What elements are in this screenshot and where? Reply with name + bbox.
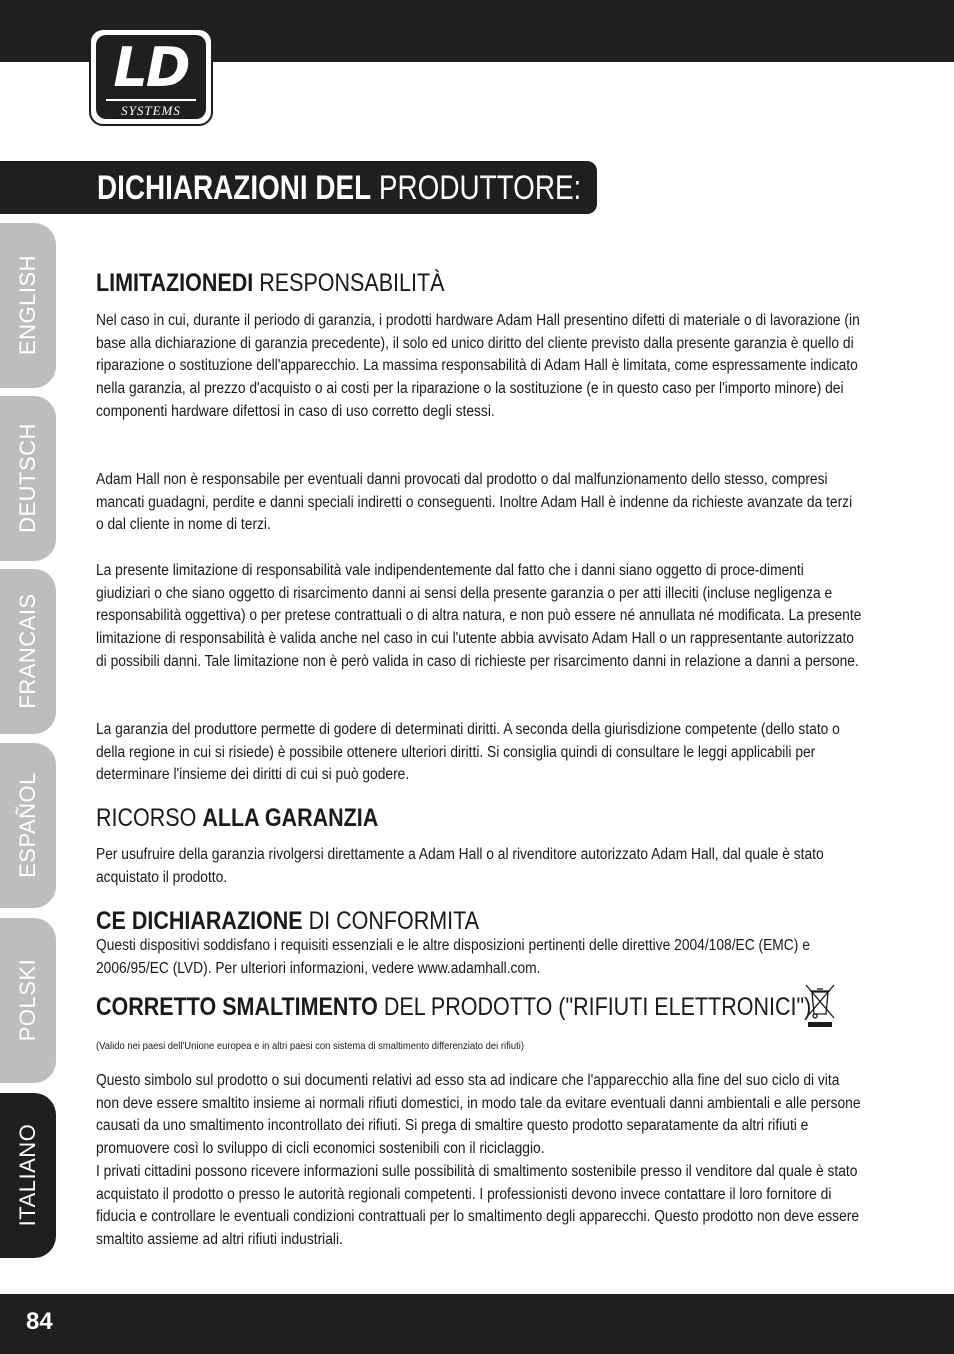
- page-title-rest: PRODUTTORE:: [378, 169, 582, 207]
- paragraph: La garanzia del produttore permette di godere di determinati diritti. A seconda della giurisdizione competente (dello stato o della regione in cui si risiede) è possibile ottenere ulteriori diritti. Si consiglia quindi di consultare le leggi applicabili per determinare l'insieme dei diritti di cui si può godere.: [96, 721, 840, 784]
- logo-brand-text: LD: [113, 36, 189, 99]
- paragraph: Questi dispositivi soddisfano i requisiti essenziali e le altre disposizioni pertinenti delle direttive 2004/108/EC (EMC) e 2006/95/EC (LVD). Per ulteriori informazioni, vedere www.adamhall.com.: [96, 937, 810, 977]
- lang-tab-label: POLSKI: [15, 958, 40, 1042]
- paragraph: Adam Hall non è responsabile per eventuali danni provocati dal prodotto o dal malfunzionamento dello stesso, compresi mancati guadagni, perdite e danni speciali indiretti o conseguenti. Inoltre Adam Hall è indenne da richieste avanzate da terzi o dal cliente in nome di terzi.: [96, 471, 853, 534]
- lang-tab-label: DEUTSCH: [15, 423, 40, 533]
- lang-tab-english[interactable]: [0, 223, 56, 388]
- heading-limitation: LIMITAZIONEDI RESPONSABILITÀ: [96, 269, 445, 297]
- heading-ce: CE DICHIARAZIONE DI CONFORMITA: [96, 907, 480, 935]
- footer-bar: [0, 1294, 954, 1354]
- page-title: [97, 168, 581, 208]
- heading-warranty: RICORSO ALLA GARANZIA: [96, 804, 379, 832]
- page-number: 84: [26, 1308, 53, 1335]
- page-title-bold: DICHIARAZIONI DEL: [97, 169, 372, 207]
- lang-tab-polski[interactable]: [0, 918, 56, 1083]
- lang-tab-label: ESPAÑOL: [15, 772, 40, 878]
- lang-tab-label: ENGLISH: [15, 254, 40, 356]
- ld-systems-logo: [89, 28, 213, 126]
- paragraph: Per usufruire della garanzia rivolgersi direttamente a Adam Hall o al rivenditore autorizzato Adam Hall, dal quale è stato acquistato il prodotto.: [96, 846, 824, 886]
- crossed-out-wheelie-bin-icon: [803, 982, 837, 1030]
- paragraph: Nel caso in cui, durante il periodo di garanzia, i prodotti hardware Adam Hall presentino difetti di materiale o di lavorazione (in base alla dichiarazione di garanzia precedente), il solo ed unico diritto del cliente previsto dalla presente garanzia è quello di riparazione o sostituzione dell'apparecchio. La massima responsabilità di Adam Hall è limitata, come espressamente indicato nella garanzia, al prezzo d'acquisto o ai costi per la riparazione o la sostituzione (e in questo caso per l'importo minore) dei componenti hardware difettosi in caso di uso corretto degli stessi.: [96, 312, 860, 420]
- lang-tab-italiano[interactable]: [0, 1093, 56, 1258]
- paragraph: I privati cittadini possono ricevere informazioni sulle possibilità di smaltimento sostenibile presso il venditore dal quale è stato acquistato il prodotto o presso le autorità regionali competenti. I professionisti devono invece contattare il loro fornitore di fiducia e controllare le eventuali condizioni contrattuali per lo smaltimento degli apparecchi. Questo prodotto non deve essere smaltito assieme ad altri rifiuti industriali.: [96, 1163, 860, 1249]
- lang-tab-francais[interactable]: [0, 569, 56, 734]
- heading-disposal: CORRETTO SMALTIMENTO DEL PRODOTTO ("RIFIUTI ELETTRONICI"): [96, 993, 812, 1021]
- disposal-note: (Valido nei paesi dell'Unione europea e in altri paesi con sistema di smaltimento differenziato dei rifiuti): [96, 1040, 524, 1052]
- paragraph: La presente limitazione di responsabilità vale indipendentemente dal fatto che i danni siano oggetto di proce-dimenti giudiziari o che siano oggetto di risarcimento danni ai sensi della presente garanzia o per atti illeciti (incluse negligenza e responsabilità oggettiva) o per pretese contrattuali o di altra natura, e non può essere né annullata né modificata. La presente limitazione di responsabilità è valida anche nel caso in cui l'utente abbia avvisato Adam Hall o un rappresentante autorizzato di possibili danni. Tale limitazione non è però valida in caso di richieste per risarcimento danni in relazione a danni a persone.: [96, 562, 862, 670]
- paragraph: Questo simbolo sul prodotto o sui documenti relativi ad esso sta ad indicare che l'apparecchio alla fine del suo ciclo di vita non deve essere smaltito insieme ai normali rifiuti domestici, in modo tale da evitare eventuali danni ambientali e alle persone causati da uno smaltimento incontrollato dei rifiuti. Si prega di smaltire questo prodotto separatamente da altri rifiuti e promuovere così lo sviluppo di cicli economici sostenibili con il riciclaggio.: [96, 1072, 861, 1158]
- lang-tab-label: ITALIANO: [15, 1123, 40, 1227]
- lang-tab-espanol[interactable]: [0, 743, 56, 908]
- lang-tab-label: FRANCAIS: [15, 593, 40, 709]
- logo-sub-text: SYSTEMS: [121, 103, 181, 118]
- lang-tab-deutsch[interactable]: [0, 396, 56, 561]
